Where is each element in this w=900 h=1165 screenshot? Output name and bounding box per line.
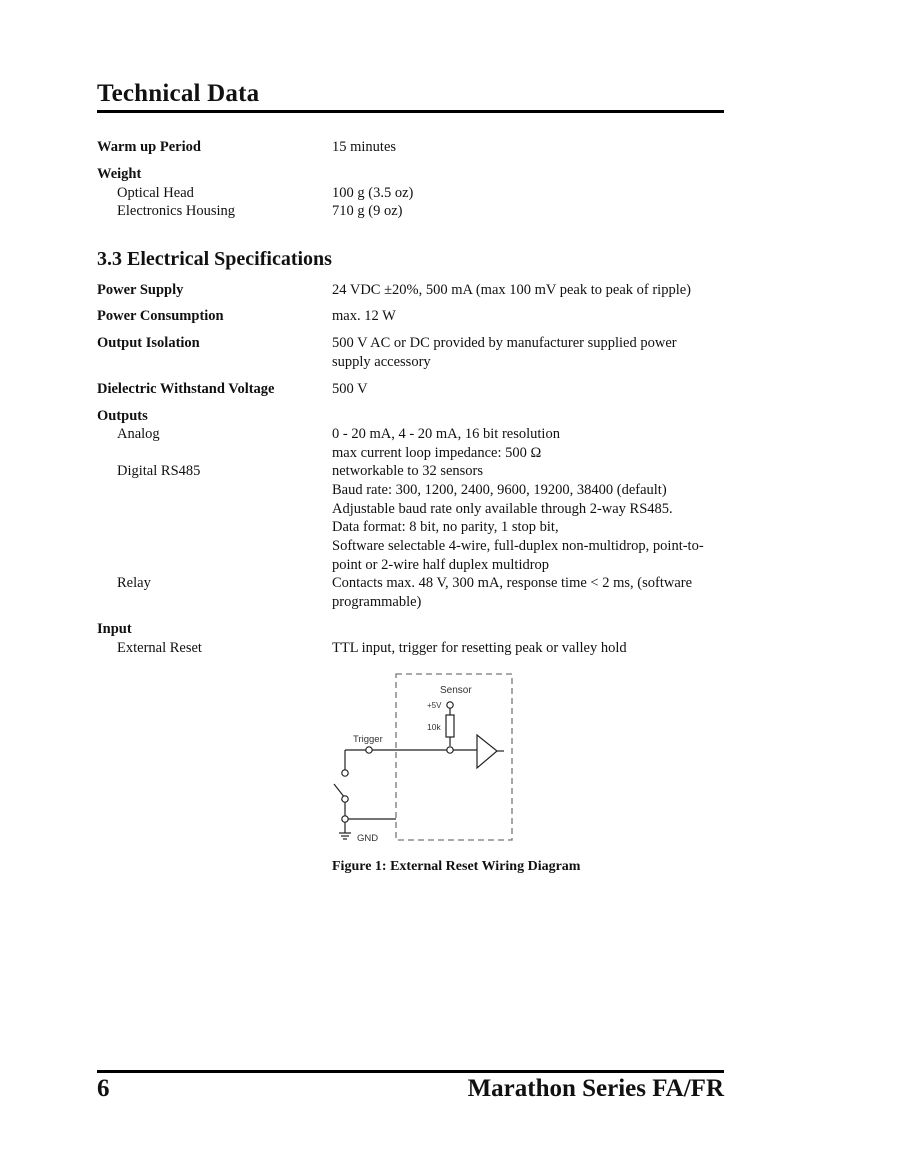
output-isolation-label: Output Isolation [97, 335, 200, 351]
trigger-terminal [366, 747, 372, 753]
power-consumption-label: Power Consumption [97, 308, 224, 324]
external-reset-label: External Reset [117, 640, 202, 656]
warm-up-label: Warm up Period [97, 139, 201, 155]
ground-icon [339, 833, 351, 839]
outputs-label: Outputs [97, 408, 148, 424]
analog-line: 0 - 20 mA, 4 - 20 mA, 16 bit resolution [332, 426, 560, 442]
relay-label: Relay [117, 575, 151, 591]
power-supply-label: Power Supply [97, 282, 184, 298]
relay-line: programmable) [332, 594, 422, 610]
digital-line: point or 2-wire half duplex multidrop [332, 557, 550, 573]
power-supply-value: 24 VDC ±20%, 500 mA (max 100 mV peak to peak of ripple) [332, 282, 691, 298]
electronics-housing-label: Electronics Housing [117, 203, 235, 219]
electronics-housing-value: 710 g (9 oz) [332, 203, 403, 219]
digital-line: networkable to 32 sensors [332, 463, 484, 479]
digital-line: Baud rate: 300, 1200, 2400, 9600, 19200, 38400 (default) [332, 482, 667, 498]
sensor-node [447, 747, 453, 753]
digital-label: Digital RS485 [117, 463, 201, 479]
wiring-diagram [320, 665, 530, 850]
sensor-boundary [396, 674, 512, 840]
footer-rule [97, 1070, 724, 1073]
analog-label: Analog [117, 426, 160, 442]
analog-line: max current loop impedance: 500 Ω [332, 445, 542, 461]
dielectric-label: Dielectric Withstand Voltage [97, 381, 275, 397]
header-rule [97, 110, 724, 113]
resistor-10k [446, 715, 454, 737]
supply-terminal [447, 702, 453, 708]
switch-contact-top [342, 770, 348, 776]
external-reset-value: TTL input, trigger for resetting peak or valley hold [332, 640, 627, 656]
buffer-amplifier [477, 735, 497, 768]
resistor-label: 10k [427, 722, 441, 732]
section-heading: 3.3 Electrical Specifications [97, 248, 332, 270]
input-label: Input [97, 621, 132, 637]
page-title: Technical Data [97, 80, 260, 107]
output-isolation-line: supply accessory [332, 354, 431, 370]
power-consumption-value: max. 12 W [332, 308, 396, 324]
dielectric-value: 500 V [332, 381, 368, 397]
page-number: 6 [97, 1075, 110, 1102]
gnd-node [342, 816, 348, 822]
digital-line: Adjustable baud rate only available through 2-way RS485. [332, 501, 673, 517]
warm-up-value: 15 minutes [332, 139, 397, 155]
relay-line: Contacts max. 48 V, 300 mA, response time < 2 ms, (software [332, 575, 693, 591]
optical-head-label: Optical Head [117, 185, 194, 201]
plus5v-label: +5V [427, 701, 442, 710]
gnd-label: GND [357, 833, 379, 844]
digital-line: Data format: 8 bit, no parity, 1 stop bit, [332, 519, 559, 535]
switch-contact-bottom [342, 796, 348, 802]
sensor-label: Sensor [440, 685, 472, 696]
digital-line: Software selectable 4-wire, full-duplex non-multidrop, point-to- [332, 538, 704, 554]
figure-caption: Figure 1: External Reset Wiring Diagram [332, 859, 581, 874]
output-isolation-line: 500 V AC or DC provided by manufacturer supplied power [332, 335, 677, 351]
weight-label: Weight [97, 166, 142, 182]
footer-product-title: Marathon Series FA/FR [467, 1075, 724, 1102]
optical-head-value: 100 g (3.5 oz) [332, 185, 414, 201]
trigger-label: Trigger [353, 734, 383, 745]
